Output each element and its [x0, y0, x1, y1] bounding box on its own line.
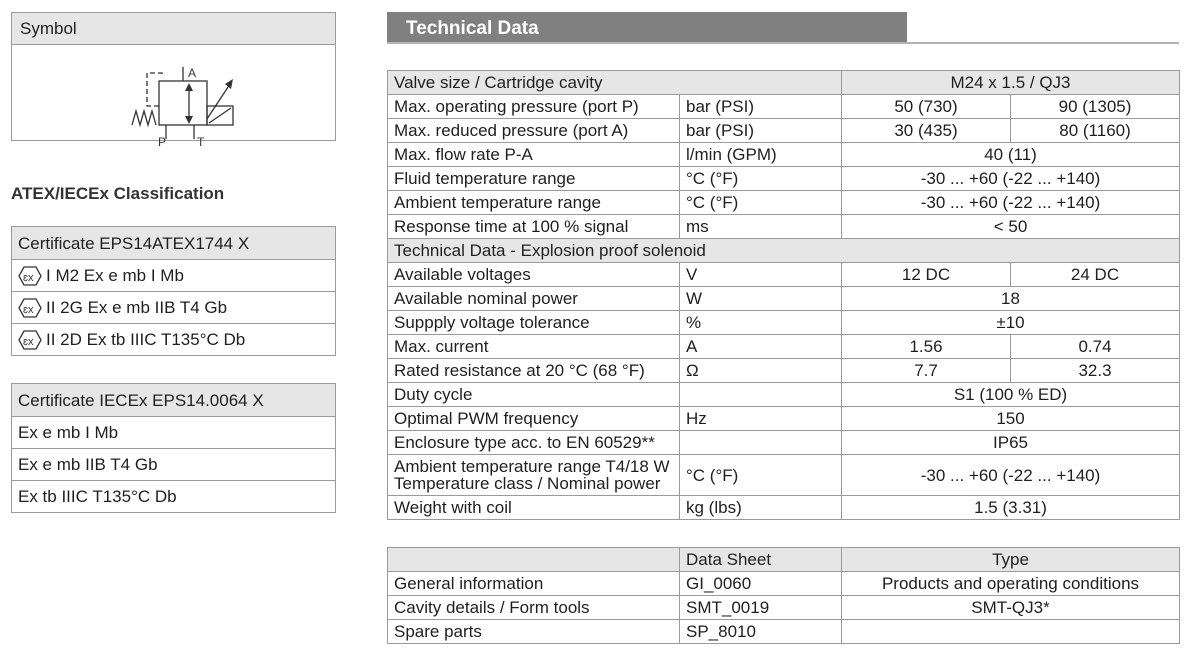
unit-cell: W [680, 287, 842, 311]
certificate-row: Ex tb IIIC T135°C Db [12, 480, 335, 512]
certificate-row: Ex e mb I Mb [12, 416, 335, 448]
ex-hexagon-icon [18, 266, 42, 286]
value-cell: 32.3 [1011, 359, 1180, 383]
value-cell: -30 ... +60 (-22 ... +140) [842, 455, 1180, 496]
certificate-marking: I M2 Ex e mb I Mb [46, 266, 184, 285]
certificate-row [12, 259, 335, 291]
value-cell: 30 (435) [842, 119, 1011, 143]
svg-text:ɛx: ɛx [23, 271, 34, 284]
value-cell: ±10 [842, 311, 1180, 335]
atex-certificate-table [11, 226, 336, 356]
value-cell: < 50 [842, 215, 1180, 239]
unit-cell: bar (PSI) [680, 95, 842, 119]
unit-cell [680, 431, 842, 455]
document-sheet: SP_8010 [680, 620, 842, 644]
param-line: Temperature class / Nominal power [394, 474, 661, 493]
unit-cell: V [680, 263, 842, 287]
certificate-row [12, 323, 335, 355]
value-cell: 40 (11) [842, 143, 1180, 167]
hydraulic-valve-symbol-icon [122, 51, 237, 151]
column-header-data-sheet: Data Sheet [680, 548, 842, 572]
value-cell: 12 DC [842, 263, 1011, 287]
iecex-certificate-table [11, 383, 336, 513]
param-cell: Enclosure type acc. to EN 60529** [388, 431, 680, 455]
table-row [388, 311, 1180, 335]
unit-cell: ms [680, 215, 842, 239]
param-cell: Available voltages [388, 263, 680, 287]
table-row [388, 143, 1180, 167]
table-row [388, 239, 1180, 263]
svg-text:A: A [188, 66, 197, 80]
svg-text:ɛx: ɛx [23, 335, 34, 348]
param-cell: Optimal PWM frequency [388, 407, 680, 431]
value-cell: -30 ... +60 (-22 ... +140) [842, 191, 1180, 215]
param-cell: Ambient temperature range [388, 191, 680, 215]
param-line: Ambient temperature range T4/18 W [394, 457, 670, 476]
document-type: SMT-QJ3* [842, 596, 1180, 620]
certificate-marking: II 2D Ex tb IIIC T135°C Db [46, 330, 246, 349]
table-row [388, 119, 1180, 143]
param-cell: Max. operating pressure (port P) [388, 95, 680, 119]
table-row [388, 191, 1180, 215]
document-name: Cavity details / Form tools [388, 596, 680, 620]
svg-text:P: P [158, 135, 167, 149]
param-cell: Fluid temperature range [388, 167, 680, 191]
symbol-panel [11, 12, 336, 149]
param-cell: Duty cycle [388, 383, 680, 407]
param-cell: Available nominal power [388, 287, 680, 311]
value-cell: 1.5 (3.31) [842, 496, 1180, 520]
document-name: Spare parts [388, 620, 680, 644]
table-header-row [388, 548, 1180, 572]
value-cell: 18 [842, 287, 1180, 311]
document-sheet: SMT_0019 [680, 596, 842, 620]
unit-cell: bar (PSI) [680, 119, 842, 143]
certificate-row: Ex e mb IIB T4 Gb [12, 448, 335, 480]
value-cell: 1.56 [842, 335, 1011, 359]
unit-cell: % [680, 311, 842, 335]
value-cell: 24 DC [1011, 263, 1180, 287]
table-row [388, 335, 1180, 359]
table-row [388, 71, 1180, 95]
value-cell: 90 (1305) [1011, 95, 1180, 119]
valve-size-value: M24 x 1.5 / QJ3 [842, 71, 1180, 95]
svg-text:ɛx: ɛx [23, 303, 34, 316]
certificate-row [12, 291, 335, 323]
ex-hexagon-icon [18, 298, 42, 318]
param-cell: Max. flow rate P-A [388, 143, 680, 167]
valve-size-label: Valve size / Cartridge cavity [388, 71, 842, 95]
certificate-header: Certificate IECEx EPS14.0064 X [12, 384, 335, 416]
svg-text:T: T [197, 135, 205, 149]
atex-title: ATEX/IECEx Classification [11, 184, 225, 203]
certificate-header: Certificate EPS14ATEX1744 X [12, 227, 335, 259]
document-sheet: GI_0060 [680, 572, 842, 596]
value-cell: -30 ... +60 (-22 ... +140) [842, 167, 1180, 191]
table-row [388, 287, 1180, 311]
ex-hexagon-icon [18, 330, 42, 350]
unit-cell: kg (lbs) [680, 496, 842, 520]
param-cell: Response time at 100 % signal [388, 215, 680, 239]
param-cell: Weight with coil [388, 496, 680, 520]
table-row [388, 496, 1180, 520]
unit-cell [680, 383, 842, 407]
table-row [388, 95, 1180, 119]
technical-data-table [387, 70, 1180, 520]
table-row [388, 620, 1180, 644]
table-row [388, 572, 1180, 596]
param-cell: Max. current [388, 335, 680, 359]
value-cell: 80 (1160) [1011, 119, 1180, 143]
value-cell: 150 [842, 407, 1180, 431]
value-cell: 0.74 [1011, 335, 1180, 359]
column-header [388, 548, 680, 572]
table-row [388, 167, 1180, 191]
param-cell: Rated resistance at 20 °C (68 °F) [388, 359, 680, 383]
table-row [388, 596, 1180, 620]
unit-cell: Hz [680, 407, 842, 431]
certificate-marking: II 2G Ex e mb IIB T4 Gb [46, 298, 228, 317]
document-name: General information [388, 572, 680, 596]
param-cell: Max. reduced pressure (port A) [388, 119, 680, 143]
param-cell [388, 455, 680, 496]
value-cell: 50 (730) [842, 95, 1011, 119]
unit-cell: °C (°F) [680, 455, 842, 496]
table-row [388, 263, 1180, 287]
solenoid-section-header: Technical Data - Explosion proof solenoid [388, 239, 1180, 263]
unit-cell: A [680, 335, 842, 359]
technical-data-title: Technical Data [387, 12, 907, 43]
param-cell: Suppply voltage tolerance [388, 311, 680, 335]
table-row [388, 431, 1180, 455]
value-cell: 7.7 [842, 359, 1011, 383]
column-header-type: Type [842, 548, 1180, 572]
unit-cell: l/min (GPM) [680, 143, 842, 167]
unit-cell: Ω [680, 359, 842, 383]
document-type [842, 620, 1180, 644]
unit-cell: °C (°F) [680, 191, 842, 215]
table-row [388, 407, 1180, 431]
table-row [388, 215, 1180, 239]
title-divider [387, 42, 1179, 44]
symbol-label: Symbol [12, 13, 335, 45]
documents-table [387, 547, 1180, 644]
value-cell: S1 (100 % ED) [842, 383, 1180, 407]
document-type: Products and operating conditions [842, 572, 1180, 596]
table-row [388, 359, 1180, 383]
table-row [388, 455, 1180, 496]
table-row [388, 383, 1180, 407]
value-cell: IP65 [842, 431, 1180, 455]
unit-cell: °C (°F) [680, 167, 842, 191]
